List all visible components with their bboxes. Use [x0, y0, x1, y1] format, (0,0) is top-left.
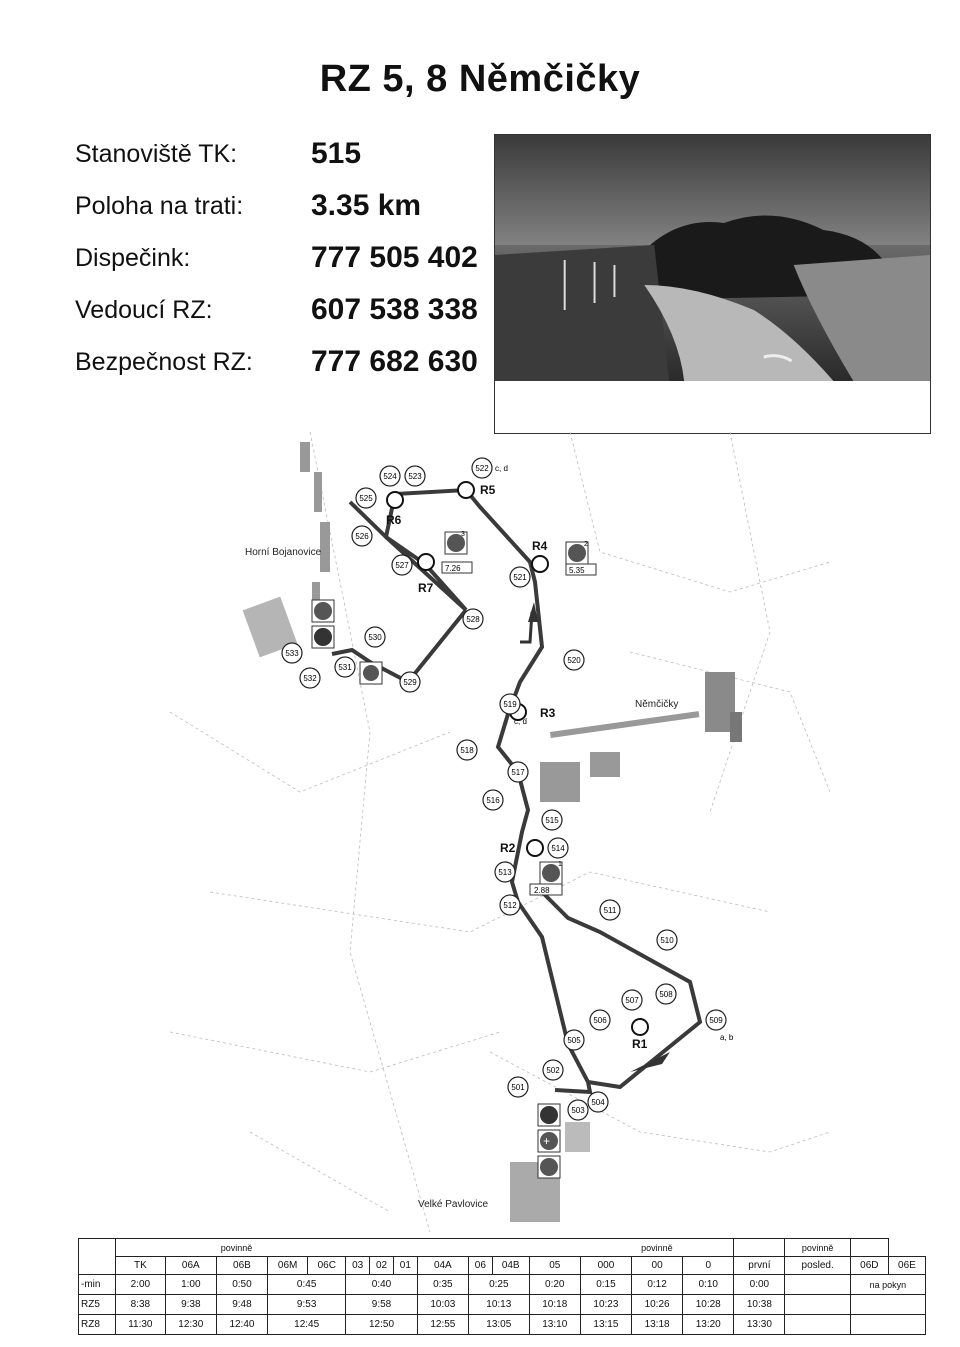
checkpoint-markers: [282, 458, 734, 1120]
svg-text:7.26: 7.26: [445, 564, 461, 573]
town-label-nemcicky: Němčičky: [635, 699, 679, 710]
info-row-safety: [75, 336, 478, 388]
time-cell: 10:23: [580, 1295, 631, 1315]
time-cell: 0:15: [580, 1275, 631, 1295]
time-cell: 0:25: [468, 1275, 529, 1295]
checkpoint-marker-516: [483, 790, 503, 810]
time-cell: 1:00: [165, 1275, 216, 1295]
column-header: 00: [632, 1257, 683, 1275]
photo-frame: [494, 134, 931, 434]
checkpoint-marker-521: [510, 567, 530, 587]
info-row-position: [75, 180, 478, 232]
radio-point-r6: [386, 492, 403, 527]
checkpoint-marker-522: [472, 458, 508, 478]
svg-text:515: 515: [545, 816, 559, 825]
checkpoint-marker-508: [656, 984, 676, 1004]
radio-point-r5: [458, 482, 496, 498]
info-label: Dispečink:: [75, 243, 191, 272]
schedule-row-min: [79, 1275, 926, 1295]
time-cell: 10:13: [468, 1295, 529, 1315]
svg-text:504: 504: [591, 1098, 605, 1107]
column-header: 03: [346, 1257, 370, 1275]
svg-text:2: 2: [584, 541, 588, 548]
svg-text:1: 1: [558, 861, 562, 868]
time-cell: 10:28: [683, 1295, 734, 1315]
time-cell: 11:30: [116, 1315, 166, 1335]
svg-text:531: 531: [338, 663, 352, 672]
village-nemcicky: [540, 672, 742, 802]
checkpoint-marker-502: [543, 1060, 563, 1080]
schedule-required-row: [79, 1239, 926, 1257]
time-cell: 12:55: [417, 1315, 468, 1335]
svg-text:517: 517: [511, 768, 525, 777]
column-header: 06: [468, 1257, 492, 1275]
checkpoint-marker-515: [542, 810, 562, 830]
time-cell: 2:00: [116, 1275, 166, 1295]
schedule-row-rz8: [79, 1315, 926, 1335]
row-label: -min: [79, 1275, 116, 1295]
svg-text:527: 527: [395, 561, 409, 570]
checkpoint-marker-512: [500, 895, 520, 915]
column-header: posled.: [785, 1257, 850, 1275]
column-header: 06B: [216, 1257, 267, 1275]
svg-text:529: 529: [403, 678, 417, 687]
info-value: 777 682 630: [311, 345, 478, 378]
checkpoint-marker-513: [495, 862, 515, 882]
svg-text:528: 528: [466, 615, 480, 624]
checkpoint-marker-524: [380, 466, 400, 486]
svg-text:525: 525: [359, 494, 373, 503]
svg-text:532: 532: [303, 674, 317, 683]
column-header: 04A: [417, 1257, 468, 1275]
info-label: Poloha na trati:: [75, 191, 244, 220]
svg-text:5.35: 5.35: [569, 566, 585, 575]
svg-text:526: 526: [355, 532, 369, 541]
required-label-left: povinně: [165, 1239, 308, 1257]
time-cell: 9:38: [165, 1295, 216, 1315]
checkpoint-marker-529: [400, 672, 420, 692]
stage-route-finish: [542, 892, 700, 1087]
svg-text:506: 506: [593, 1016, 607, 1025]
svg-text:R6: R6: [386, 513, 402, 527]
svg-text:R1: R1: [632, 1037, 648, 1051]
checkpoint-marker-523: [405, 466, 425, 486]
time-cell: 0:20: [529, 1275, 580, 1295]
time-cell: 0:00: [734, 1275, 785, 1295]
info-row-leader: [75, 284, 478, 336]
checkpoint-marker-514: [548, 838, 568, 858]
checkpoint-marker-501: [508, 1077, 528, 1097]
column-header: první: [734, 1257, 785, 1275]
time-cell: 10:26: [632, 1295, 683, 1315]
svg-text:503: 503: [571, 1106, 585, 1115]
svg-text:507: 507: [625, 996, 639, 1005]
checkpoint-marker-532: [300, 668, 320, 688]
svg-text:R4: R4: [532, 539, 548, 553]
column-header: 0: [683, 1257, 734, 1275]
svg-text:510: 510: [660, 936, 674, 945]
schedule-header-row: [79, 1257, 926, 1275]
time-cell: 9:58: [346, 1295, 417, 1315]
note-cell: na pokyn: [850, 1275, 925, 1295]
info-row-dispatch: [75, 232, 478, 284]
info-label: Vedoucí RZ:: [75, 295, 213, 324]
time-cell: 13:30: [734, 1315, 785, 1335]
direction-arrows: [520, 602, 670, 1072]
column-header: 05: [529, 1257, 580, 1275]
svg-text:505: 505: [567, 1036, 581, 1045]
svg-text:502: 502: [546, 1066, 560, 1075]
checkpoint-marker-509: [706, 1010, 734, 1042]
time-cell: 12:40: [216, 1315, 267, 1335]
info-value: 607 538 338: [311, 293, 478, 326]
time-cell: 13:10: [529, 1315, 580, 1335]
checkpoint-marker-505: [564, 1030, 584, 1050]
checkpoint-marker-531: [335, 657, 355, 677]
svg-text:520: 520: [567, 656, 581, 665]
svg-text:533: 533: [285, 649, 299, 658]
time-cell: 13:18: [632, 1315, 683, 1335]
time-cell: 9:53: [268, 1295, 346, 1315]
checkpoint-marker-530: [365, 627, 385, 647]
location-photo: [495, 135, 930, 381]
radio-point-r1: [632, 1019, 648, 1051]
time-cell: 13:15: [580, 1315, 631, 1335]
time-cell: 12:45: [268, 1315, 346, 1335]
time-cell: 0:12: [632, 1275, 683, 1295]
svg-text:501: 501: [511, 1083, 525, 1092]
time-cell: 0:45: [268, 1275, 346, 1295]
km-sign-3: [442, 531, 472, 573]
column-header: 06M: [268, 1257, 308, 1275]
km-sign-2: [566, 541, 596, 575]
svg-text:521: 521: [513, 573, 527, 582]
column-header: 06C: [308, 1257, 346, 1275]
time-cell: 9:48: [216, 1295, 267, 1315]
svg-text:508: 508: [659, 990, 673, 999]
checkpoint-marker-518: [457, 740, 477, 760]
required-label-middle: povinně: [580, 1239, 733, 1257]
start-symbols: [538, 1104, 560, 1178]
marker-suffix-519: c, d: [514, 717, 527, 726]
svg-text:518: 518: [460, 746, 474, 755]
info-value: 515: [311, 137, 362, 170]
info-row-tk: [75, 128, 478, 180]
route-map: [170, 432, 830, 1232]
town-label-horni-bojanovice: Horní Bojanovice: [245, 547, 322, 558]
time-cell: 13:20: [683, 1315, 734, 1335]
time-cell: 10:18: [529, 1295, 580, 1315]
svg-text:516: 516: [486, 796, 500, 805]
svg-text:512: 512: [503, 901, 517, 910]
svg-text:R5: R5: [480, 483, 496, 497]
svg-text:3: 3: [461, 531, 465, 538]
time-cell: 12:30: [165, 1315, 216, 1335]
checkpoint-marker-503: [568, 1100, 588, 1120]
column-header: 000: [580, 1257, 631, 1275]
svg-text:511: 511: [603, 906, 617, 915]
town-labels: [245, 547, 678, 1210]
time-cell: 0:35: [417, 1275, 468, 1295]
time-cell: 12:50: [346, 1315, 417, 1335]
svg-text:R3: R3: [540, 706, 556, 720]
checkpoint-marker-506: [590, 1010, 610, 1030]
schedule-row-rz5: [79, 1295, 926, 1315]
column-header: 01: [393, 1257, 417, 1275]
time-cell: 10:03: [417, 1295, 468, 1315]
svg-text:+: +: [543, 1134, 551, 1148]
svg-text:514: 514: [551, 844, 565, 853]
schedule-table: [78, 1238, 926, 1335]
info-value: 3.35 km: [311, 189, 422, 222]
time-cell: 13:05: [468, 1315, 529, 1335]
column-header: 06A: [165, 1257, 216, 1275]
town-label-velke-pavlovice: Velké Pavlovice: [418, 1199, 489, 1210]
svg-text:509: 509: [709, 1016, 723, 1025]
svg-text:530: 530: [368, 633, 382, 642]
marker-suffix-522: c, d: [495, 464, 508, 473]
svg-text:R2: R2: [500, 841, 516, 855]
column-header: 06D: [850, 1257, 888, 1275]
svg-text:2.88: 2.88: [534, 886, 550, 895]
checkpoint-marker-520: [564, 650, 584, 670]
checkpoint-marker-504: [588, 1092, 608, 1112]
time-cell: 10:38: [734, 1295, 785, 1315]
checkpoint-marker-510: [657, 930, 677, 950]
tk-header: TK: [116, 1257, 166, 1275]
row-label: RZ8: [79, 1315, 116, 1335]
svg-text:524: 524: [383, 472, 397, 481]
checkpoint-marker-528: [463, 609, 483, 629]
page-title: RZ 5, 8 Němčičky: [319, 58, 641, 100]
checkpoint-marker-527: [392, 555, 412, 575]
svg-text:522: 522: [475, 464, 489, 473]
column-header: 04B: [492, 1257, 529, 1275]
info-label: Stanoviště TK:: [75, 139, 238, 168]
checkpoint-marker-526: [352, 526, 372, 546]
radio-point-r4: [532, 539, 548, 572]
marker-suffix-509: a, b: [720, 1033, 734, 1042]
svg-text:519: 519: [503, 700, 517, 709]
svg-text:R7: R7: [418, 581, 434, 595]
km-sign-1: [530, 861, 562, 895]
time-cell: 0:50: [216, 1275, 267, 1295]
time-cell: 0:10: [683, 1275, 734, 1295]
info-label: Bezpečnost RZ:: [75, 347, 253, 376]
column-header: 06E: [888, 1257, 925, 1275]
info-value: 777 505 402: [311, 241, 478, 274]
time-cell: 8:38: [116, 1295, 166, 1315]
time-cell: 0:40: [346, 1275, 417, 1295]
checkpoint-marker-533: [282, 643, 302, 663]
info-block: [75, 128, 478, 388]
column-header: 02: [370, 1257, 394, 1275]
checkpoint-marker-507: [622, 990, 642, 1010]
svg-text:523: 523: [408, 472, 422, 481]
required-label-right: povinně: [785, 1239, 850, 1257]
checkpoint-marker-511: [600, 900, 620, 920]
checkpoint-marker-517: [508, 762, 528, 782]
checkpoint-marker-525: [356, 488, 376, 508]
svg-text:513: 513: [498, 868, 512, 877]
row-label: RZ5: [79, 1295, 116, 1315]
